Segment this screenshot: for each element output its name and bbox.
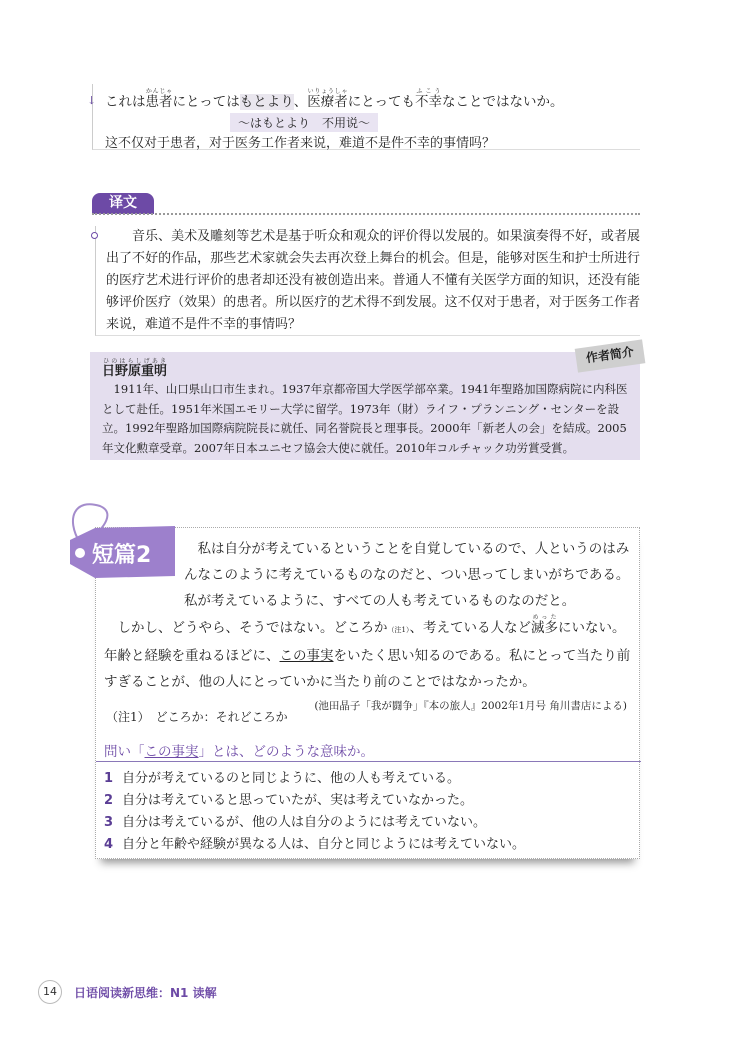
- option-4[interactable]: 4 自分と年齢や経験が異なる人は、自分と同じようには考えていない。: [104, 837, 526, 852]
- option-3[interactable]: 3 自分は考えているが、他の人は自分のようには考えていない。: [104, 815, 487, 830]
- passage-tag-text: 短篇2: [92, 543, 152, 568]
- passage-tag-label: [60, 498, 178, 582]
- translation-tab: 译文: [92, 193, 154, 214]
- author-bio: 1911年、山口県山口市生まれ。1937年京都帝国大学医学部卒業。1941年聖路加国際病院に内科医として赴任。1951年米国エモリー大学に留学。1973年（財）ライフ・プランニング・センターを設立。1992年聖路加国際病院院長に就任、同名誉院長と理事長。2000年「新老人の会」を結成。2005年文化勲章受章。2007年日本ユニセフ協会大使に就任。2010年コルチャック功労賞受賞。: [102, 382, 628, 455]
- author-name: 日野原重明ひのはらしげあき: [102, 358, 168, 379]
- example-cn: 这不仅对于患者，对于医务工作者来说，难道不是件不幸的事情吗？: [105, 136, 496, 151]
- passage-p1: 私は自分が考えているということを自覚しているので、人というのはみんなこのように考えているものなのだと、つい思ってしまいがちである。私が考えているように、すべての人も考えているものなのだと。: [184, 541, 630, 609]
- author-tag: 作者简介: [575, 339, 646, 372]
- translation-text: 音乐、美术及雕刻等艺术是基于听众和观众的评价得以发展的。如果演奏得不好，或者展出了不好的作品，那些艺术家就会失去再次登上舞台的机会。但是，能够对医生和护士所进行的医疗艺术进行评价的患者却还没有被创造出来。普通人不懂有关医学方面的知识，还没有能够评价医疗（效果）的患者。所以医疗的艺术得不到发展。这不仅对于患者，对于医务工作者来说，难道不是件不幸的事情吗？: [106, 229, 640, 332]
- question: 問い「この事実」とは、どのような意味か。: [96, 740, 641, 762]
- passage-p2: しかし、どうやら、そうではない。どころか（注1）、考えている人など滅多めったにいない。年齢と経験を重ねるほどに、この事実をいたく思い知るのである。私にとって当たり前すぎることが、他の人にとっていかに当たり前のことではなかったか。: [104, 614, 631, 690]
- source-citation: (池田晶子「我が闘争」『本の旅人』2002年1月号 角川書店による): [314, 700, 627, 712]
- option-2[interactable]: 2 自分は考えていると思っていたが、実は考えていなかった。: [104, 793, 474, 808]
- page-number: 14: [38, 980, 62, 1004]
- grammar-note: 〜はもとより 不用说〜: [230, 113, 378, 132]
- page-footer: [38, 980, 217, 1004]
- translation-text-block: [95, 226, 640, 336]
- options-list: [104, 768, 525, 856]
- example-sentence-block: [87, 84, 640, 151]
- bullet-circle-icon: [91, 232, 98, 239]
- option-1[interactable]: 1 自分が考えているのと同じように、他の人も考えている。: [104, 771, 461, 786]
- divider: [92, 213, 640, 215]
- arrow-down-icon: ↓: [87, 94, 97, 107]
- footnote: （注1） どころか：それどころか: [106, 710, 288, 724]
- example-jp: これは患者かんじゃにとってはもとより、医療者いりょうしゃにとっても不幸ふこうなことではないか。: [105, 88, 564, 110]
- book-title: 日语阅读新思维：N1 读解: [74, 985, 217, 1000]
- author-box: [90, 344, 640, 460]
